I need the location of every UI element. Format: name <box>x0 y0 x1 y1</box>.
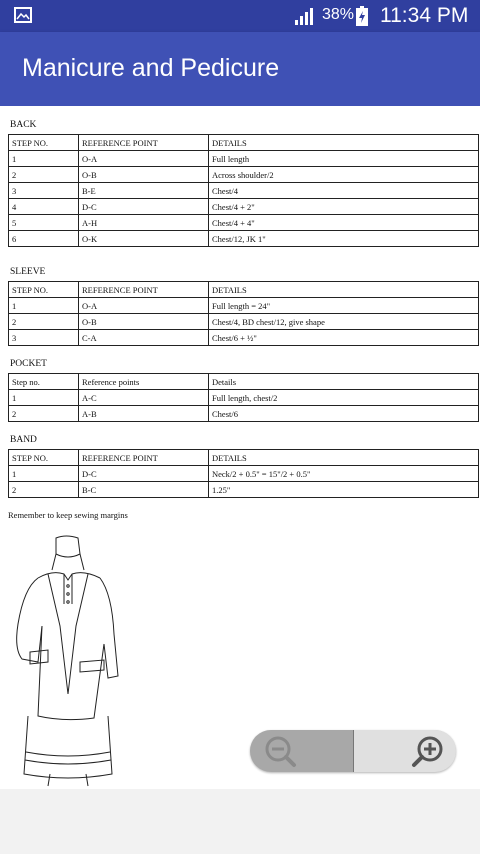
band-section-title: BAND <box>10 435 37 445</box>
zoom-controls <box>250 730 456 772</box>
cell: A-H <box>79 215 209 231</box>
cell: Full length = 24" <box>209 298 479 314</box>
cell: B-C <box>79 482 209 498</box>
header-cell: REFERENCE POINT <box>79 450 209 466</box>
table-row <box>9 406 479 422</box>
cell: 4 <box>9 199 79 215</box>
app-bar <box>0 32 480 106</box>
table-row <box>9 215 479 231</box>
cell: B-E <box>79 183 209 199</box>
header-cell: STEP NO. <box>9 450 79 466</box>
cell: Neck/2 + 0.5" = 15"/2 + 0.5" <box>209 466 479 482</box>
cell: Full length, chest/2 <box>209 390 479 406</box>
table-header-row <box>9 450 479 466</box>
cell: 2 <box>9 167 79 183</box>
zoom-in-button[interactable] <box>354 730 456 772</box>
cell: 3 <box>9 330 79 346</box>
header-cell: STEP NO. <box>9 282 79 298</box>
band-table <box>8 449 479 498</box>
table-row <box>9 390 479 406</box>
document-view[interactable] <box>0 106 480 789</box>
cell: Chest/6 + ½" <box>209 330 479 346</box>
signal-icon <box>294 7 316 25</box>
cell: 1 <box>9 298 79 314</box>
cell: Chest/4, BD chest/12, give shape <box>209 314 479 330</box>
header-cell: Details <box>209 374 479 390</box>
battery-percent: 38% <box>322 6 355 23</box>
cell: 1 <box>9 466 79 482</box>
cell: O-A <box>79 298 209 314</box>
cell: Chest/4 + 4" <box>209 215 479 231</box>
cell: 1 <box>9 390 79 406</box>
sewing-margin-note: Remember to keep sewing margins <box>8 510 128 520</box>
cell: D-C <box>79 466 209 482</box>
gallery-icon <box>14 7 32 23</box>
table-row <box>9 330 479 346</box>
battery-charging-icon <box>356 6 368 26</box>
cell: 1.25" <box>209 482 479 498</box>
clock: 11:34 PM <box>380 4 469 27</box>
table-row <box>9 231 479 247</box>
table-header-row <box>9 135 479 151</box>
header-cell: DETAILS <box>209 282 479 298</box>
table-row <box>9 482 479 498</box>
cell: A-C <box>79 390 209 406</box>
header-cell: DETAILS <box>209 450 479 466</box>
sleeve-section-title: SLEEVE <box>10 267 46 277</box>
table-row <box>9 314 479 330</box>
table-header-row <box>9 282 479 298</box>
cell: O-A <box>79 151 209 167</box>
table-row <box>9 167 479 183</box>
table-row <box>9 151 479 167</box>
header-cell: Reference points <box>79 374 209 390</box>
cell: O-B <box>79 167 209 183</box>
zoom-in-icon <box>354 730 456 772</box>
app-title: Manicure and Pedicure <box>22 54 280 82</box>
table-row <box>9 183 479 199</box>
table-row <box>9 466 479 482</box>
cell: 2 <box>9 482 79 498</box>
header-cell: DETAILS <box>209 135 479 151</box>
cell: A-B <box>79 406 209 422</box>
cell: Across shoulder/2 <box>209 167 479 183</box>
header-cell: STEP NO. <box>9 135 79 151</box>
cell: 3 <box>9 183 79 199</box>
cell: Chest/6 <box>209 406 479 422</box>
cell: 5 <box>9 215 79 231</box>
table-row <box>9 298 479 314</box>
cell: O-B <box>79 314 209 330</box>
back-section-title: BACK <box>10 120 37 130</box>
kurta-sketch-illustration <box>8 534 128 789</box>
cell: D-C <box>79 199 209 215</box>
table-row <box>9 199 479 215</box>
cell: Chest/12, JK 1" <box>209 231 479 247</box>
cell: Chest/4 <box>209 183 479 199</box>
cell: O-K <box>79 231 209 247</box>
header-cell: REFERENCE POINT <box>79 135 209 151</box>
cell: Full length <box>209 151 479 167</box>
cell: 2 <box>9 406 79 422</box>
zoom-out-icon <box>250 730 353 772</box>
table-header-row <box>9 374 479 390</box>
cell: 2 <box>9 314 79 330</box>
header-cell: REFERENCE POINT <box>79 282 209 298</box>
cell: 1 <box>9 151 79 167</box>
zoom-out-button[interactable] <box>250 730 353 772</box>
cell: Chest/4 + 2" <box>209 199 479 215</box>
header-cell: Step no. <box>9 374 79 390</box>
pocket-section-title: POCKET <box>10 359 47 369</box>
status-bar <box>0 0 480 32</box>
pocket-table <box>8 373 479 422</box>
cell: C-A <box>79 330 209 346</box>
cell: 6 <box>9 231 79 247</box>
back-table <box>8 134 479 247</box>
sleeve-table <box>8 281 479 346</box>
